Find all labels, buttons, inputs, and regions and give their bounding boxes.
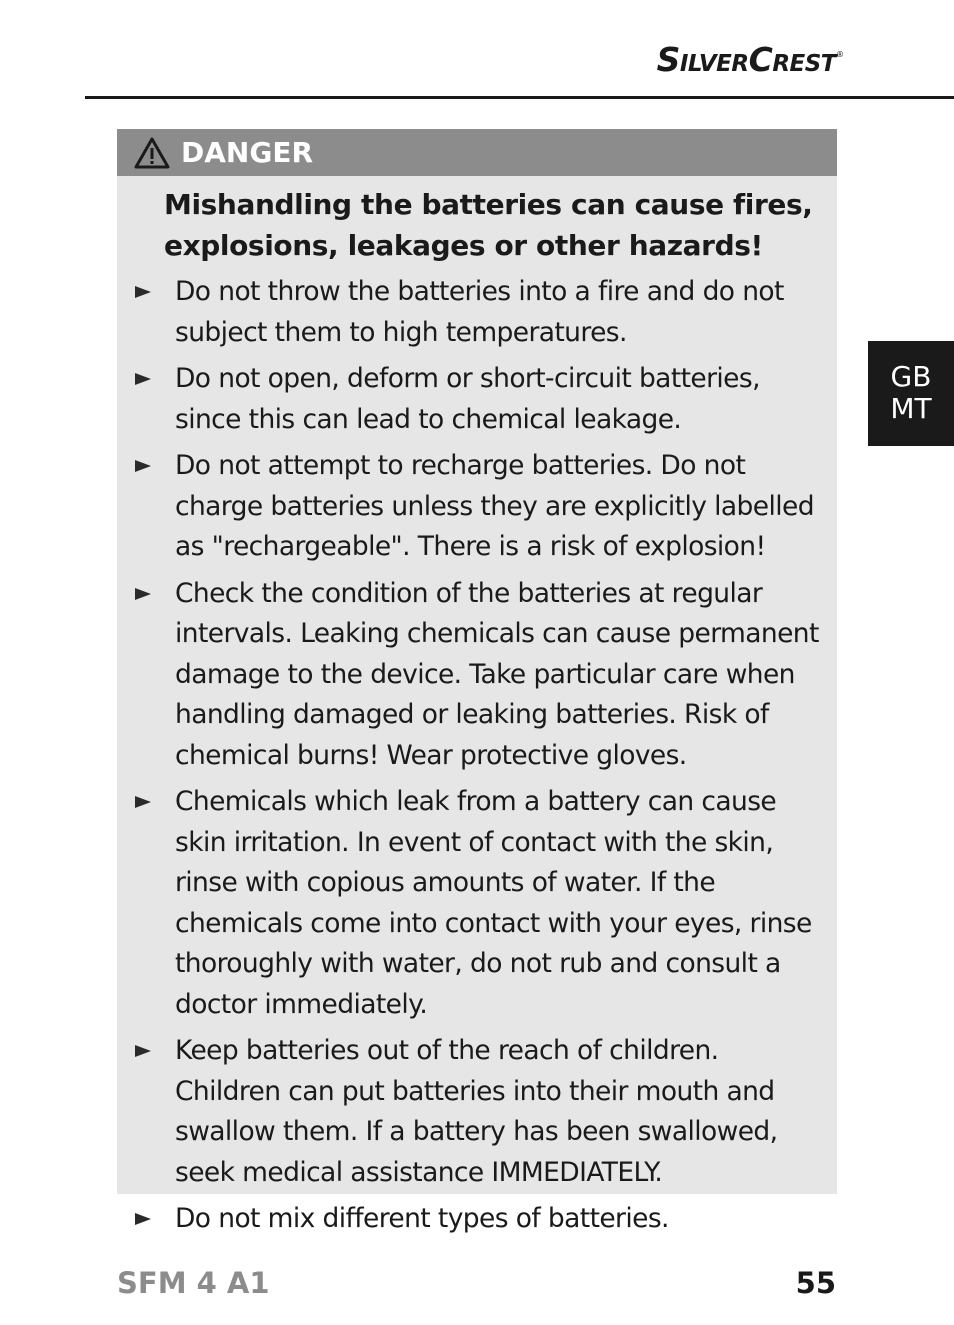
warning-triangle-icon xyxy=(133,136,171,170)
list-item: Do not open, deform or short-circuit batteries, since this can lead to chemical leakage. xyxy=(117,359,837,440)
danger-lead-text: Mishandling the batteries can cause fires, explosions, leakages or other hazards! xyxy=(164,188,813,262)
bullet-arrow-icon xyxy=(135,796,151,808)
bullet-arrow-icon xyxy=(135,373,151,385)
brand-logo: SilverCrest xyxy=(656,40,836,79)
bullet-arrow-icon xyxy=(135,588,151,600)
language-code-gb: GB xyxy=(890,360,932,393)
language-tab xyxy=(868,341,954,446)
language-code-mt: MT xyxy=(890,392,932,425)
list-item: Check the condition of the batteries at regular intervals. Leaking chemicals can cause permanent damage to the device. Take particular care when handling damaged or leaking batteries. Risk of chemical burns! Wear protective gloves. xyxy=(117,574,837,777)
list-item: Do not throw the batteries into a fire and do not subject them to high temperatures. xyxy=(117,272,837,353)
registered-mark: ® xyxy=(836,50,844,59)
footer-model-name: SFM 4 A1 xyxy=(117,1266,270,1300)
danger-header xyxy=(117,129,837,176)
footer-page-number: 55 xyxy=(795,1266,836,1300)
danger-item-list xyxy=(117,272,837,1240)
list-item: Do not attempt to recharge batteries. Do not charge batteries unless they are explicitly labelled as "rechargeable". There is a risk of explosion! xyxy=(117,446,837,568)
danger-title: DANGER xyxy=(181,136,314,169)
bullet-arrow-icon xyxy=(135,460,151,472)
header-rule xyxy=(85,96,954,99)
list-item: Keep batteries out of the reach of children. Children can put batteries into their mouth and swallow them. If a battery has been swallowed, seek medical assistance IMMEDIATELY. xyxy=(117,1031,837,1193)
bullet-arrow-icon xyxy=(135,1045,151,1057)
list-item: Chemicals which leak from a battery can cause skin irritation. In event of contact with the skin, rinse with copious amounts of water. If the chemicals come into contact with your eyes, rinse thoroughly with water, do not rub and consult a doctor immediately. xyxy=(117,782,837,1025)
list-item: Do not mix different types of batteries. xyxy=(117,1199,837,1240)
bullet-arrow-icon xyxy=(135,286,151,298)
bullet-arrow-icon xyxy=(135,1213,151,1225)
danger-warning-box xyxy=(117,129,837,1234)
